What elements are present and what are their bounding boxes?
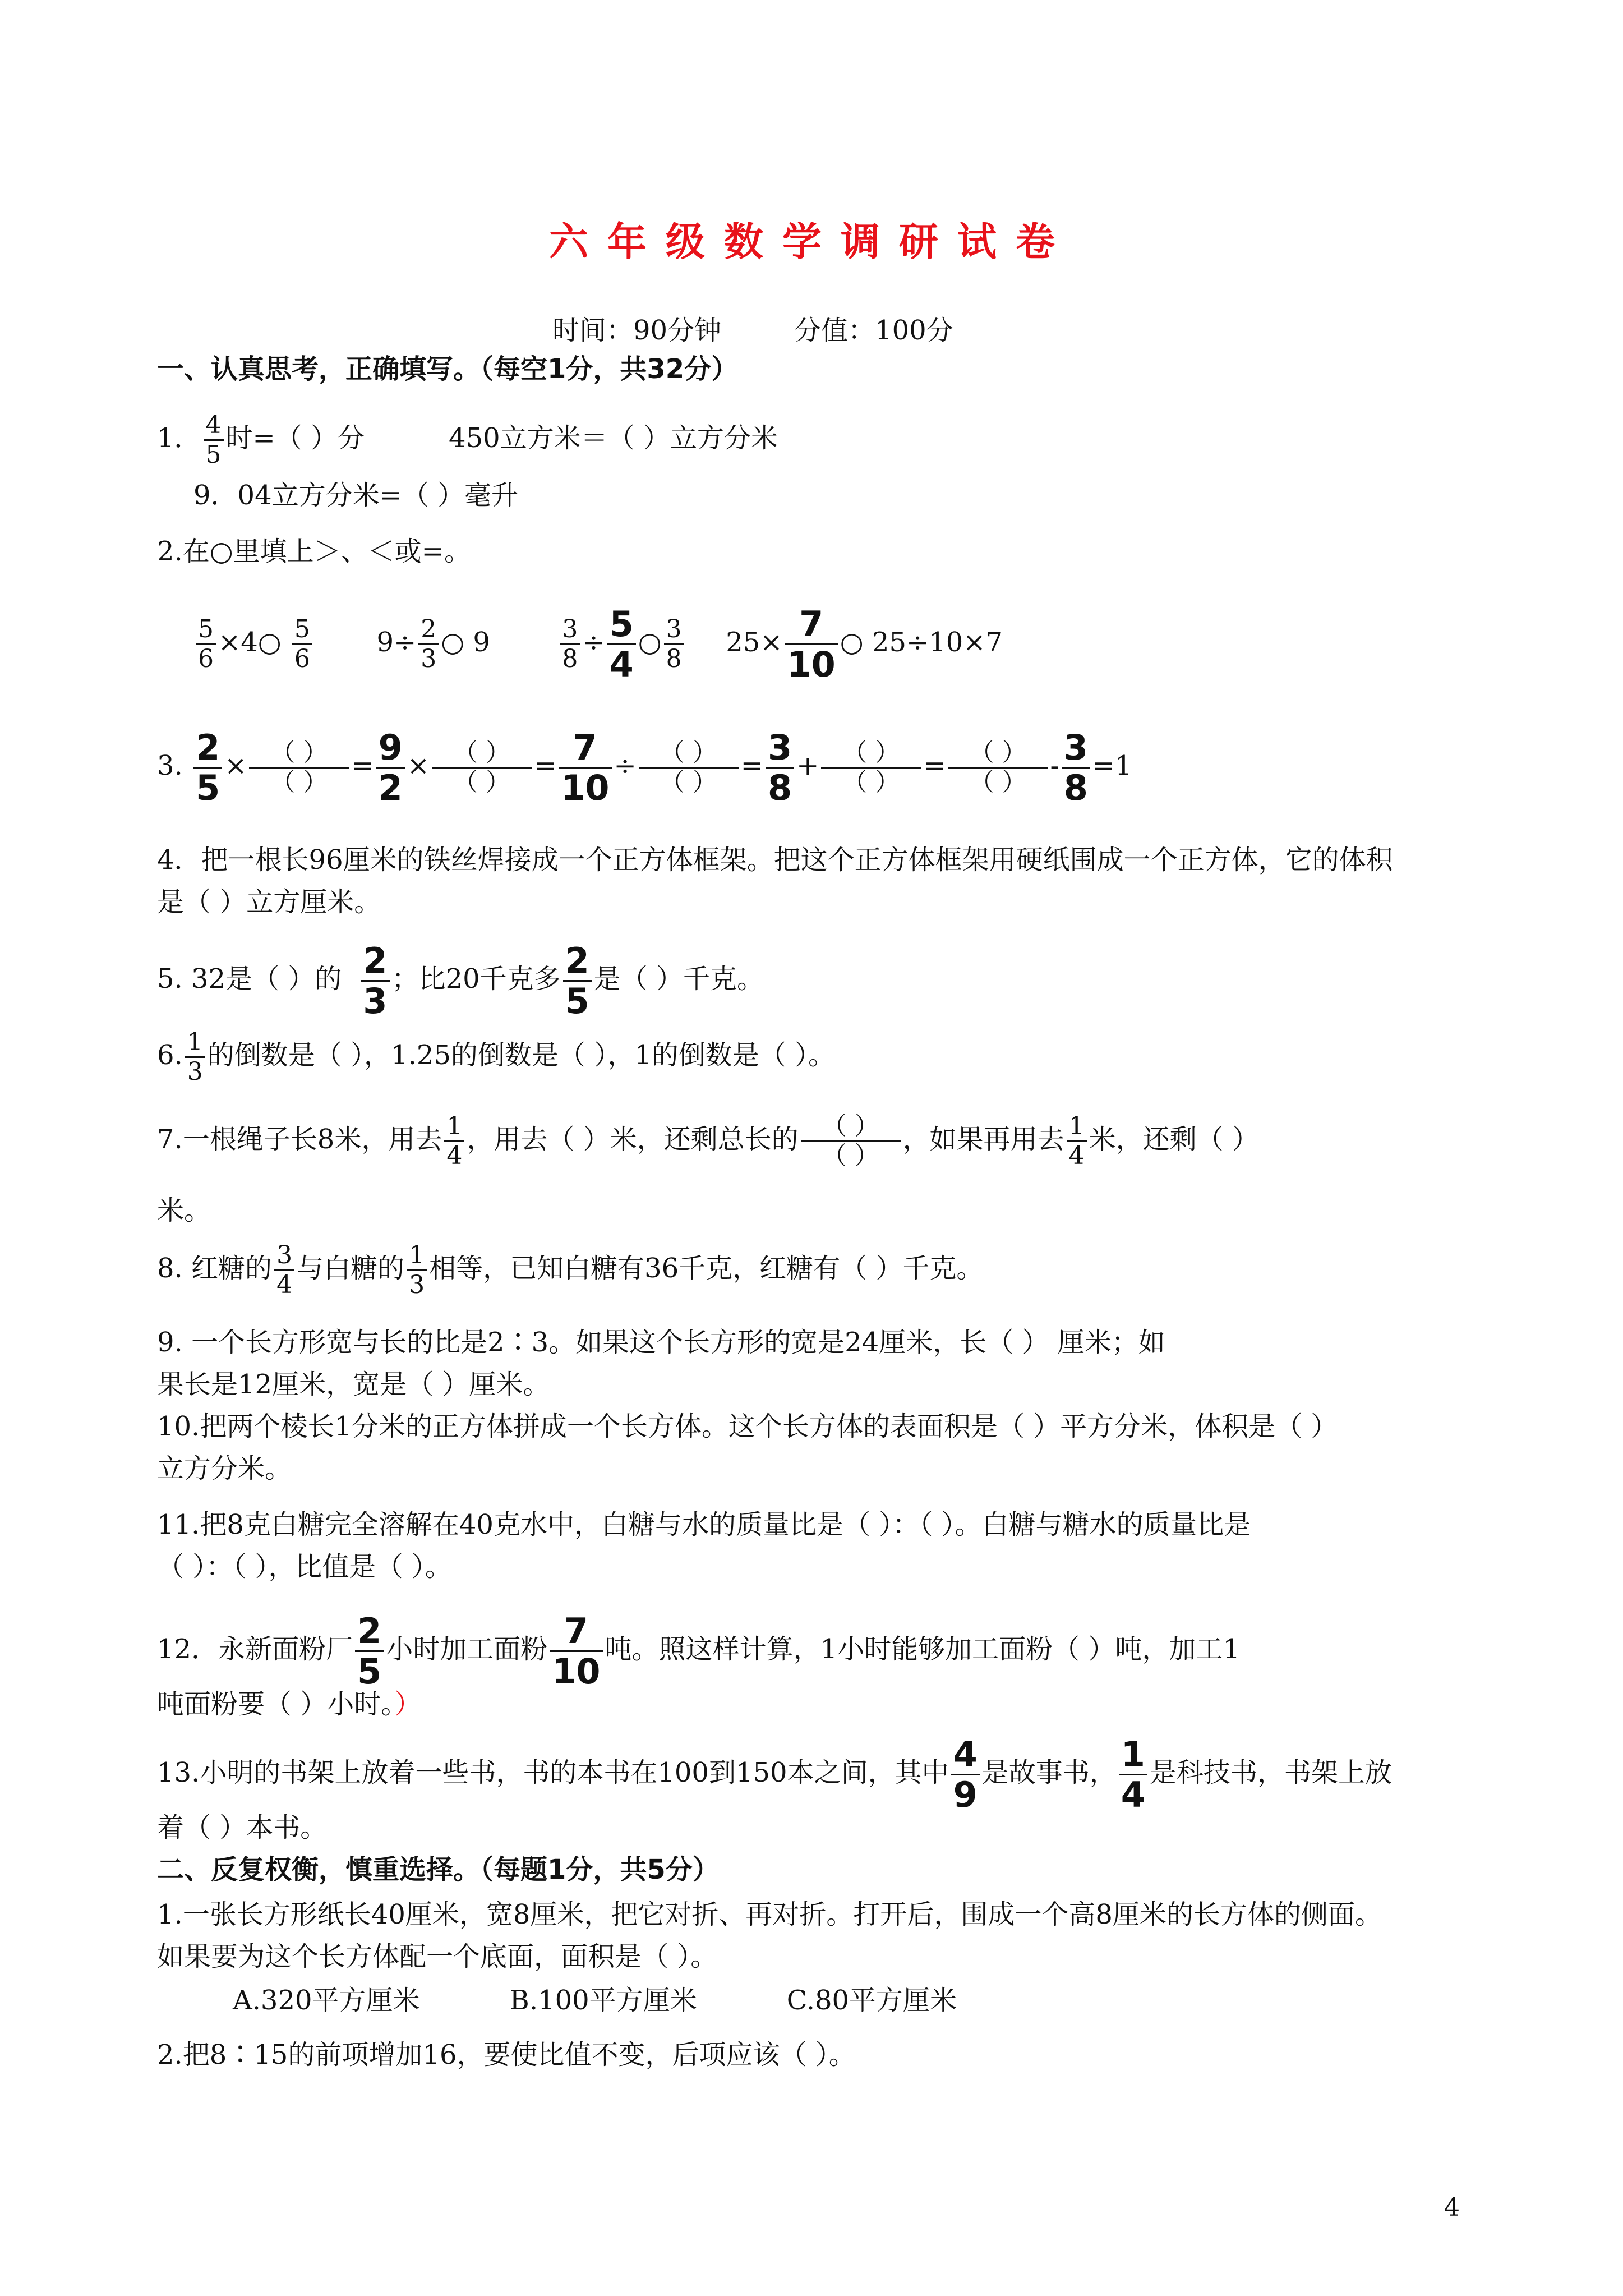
option-a[interactable]: A.320平方厘米 bbox=[233, 1985, 420, 2016]
question-11-line-2: （ ）：（ ），比值是（ ）。 bbox=[157, 1551, 452, 1582]
q1-number: 1． bbox=[157, 422, 201, 454]
question-4-line-2: 是（ ）立方厘米。 bbox=[157, 886, 381, 918]
q1-part-b: 450立方米＝（ ）立方分米 bbox=[449, 422, 778, 454]
fraction: $\frac{1}{3}$ bbox=[407, 1243, 427, 1298]
question-5: 5. 32是（ ）的 $\frac{2}{3}$ ；比20千克多 $\frac{2}{5}$ 是（ ）千克。 bbox=[157, 940, 764, 1022]
q1-part-c: 9．04立方分米=（ ）毫升 bbox=[193, 480, 519, 511]
question-6: 6. $\frac{1}{3}$ 的倒数是（ ），1.25的倒数是（ ），1的倒数是（ ）。 bbox=[157, 1028, 835, 1087]
fraction: $\frac{7}{10}$ bbox=[785, 606, 838, 683]
question-4-line-1: 4．把一根长96厘米的铁丝焊接成一个正方体框架。把这个正方体框架用硬纸围成一个正方体，它的体积 bbox=[157, 844, 1393, 876]
fraction: $\frac{7}{10}$ bbox=[550, 1613, 602, 1690]
exam-score: 分值：100分 bbox=[794, 315, 953, 346]
question-7: 7.一根绳子长8米，用去 $\frac{1}{4}$ ，用去（ ）米，还剩总长的 （ ） （ ） ，如果再用去 $\frac{1}{4}$ 米，还剩（ ） bbox=[157, 1112, 1259, 1171]
question-10-line-1: 10.把两个棱长1分米的正方体拼成一个长方体。这个长方体的表面积是（ ）平方分米，体积是（ ） bbox=[157, 1411, 1338, 1442]
question-12-line-2: 吨面粉要（ ）小时。） bbox=[157, 1688, 422, 1720]
question-3: 3. $\frac{2}{5}$ × （ ） （ ） = $\frac{9}{2}$ × （ ） （ ） = $\frac{7}{10}$ ÷ （ ） （ ） = $\frac{3}{8}$ + （ ） （ ） = （ ） （ ） - $\frac{3}{8}$ =1 bbox=[157, 727, 1132, 809]
question-12: 12．永新面粉厂 $\frac{2}{5}$ 小时加工面粉 $\frac{7}{10}$ 吨。照这样计算，1小时能够加工面粉（ ）吨，加工1 bbox=[157, 1611, 1240, 1692]
fraction: $\frac{2}{3}$ bbox=[361, 942, 389, 1019]
s2-question-2: 2.把8∶15的前项增加16，要使比值不变，后项应该（ ）。 bbox=[157, 2039, 856, 2070]
blank-fraction[interactable]: （ ） （ ） bbox=[249, 740, 349, 795]
fraction-4-5: $\frac{4}{5}$ bbox=[204, 412, 224, 468]
fraction: $\frac{5}{6}$ bbox=[196, 616, 216, 672]
s2-question-1-line-2: 如果要为这个长方体配一个底面，面积是（ ）。 bbox=[157, 1941, 718, 1972]
question-13-line-2: 着（ ）本书。 bbox=[157, 1812, 328, 1843]
fraction: $\frac{1}{4}$ bbox=[444, 1114, 464, 1169]
q2-expressions: $\frac{5}{6}$ ×4○ $\frac{5}{6}$ 9÷ $\frac{2}{3}$ ○ 9 $\frac{3}{8}$ ÷ $\frac{5}{4}$ ○ $\frac{3}{8}$ 25× $\frac{7}{10}$ ○ 25÷10×7 bbox=[193, 606, 1003, 683]
fraction: $\frac{5}{4}$ bbox=[607, 606, 636, 683]
fraction: $\frac{5}{6}$ bbox=[292, 616, 312, 672]
option-c[interactable]: C.80平方厘米 bbox=[786, 1985, 957, 2016]
page-title: 六年级数学调研试卷 bbox=[549, 219, 1074, 265]
question-11-line-1: 11.把8克白糖完全溶解在40克水中，白糖与水的质量比是（ ）：（ ）。白糖与糖水的质量比是 bbox=[157, 1509, 1251, 1540]
section-1-heading: 一、认真思考，正确填写。（每空1分，共32分） bbox=[157, 353, 739, 385]
question-9-line-2: 果长是12厘米，宽是（ ）厘米。 bbox=[157, 1369, 550, 1400]
fraction: $\frac{9}{2}$ bbox=[376, 729, 405, 806]
section-2-heading: 二、反复权衡，慎重选择。（每题1分，共5分） bbox=[157, 1854, 720, 1885]
question-2: 2.在○里填上＞、＜或=。 bbox=[157, 536, 471, 567]
fraction: $\frac{4}{9}$ bbox=[951, 1736, 980, 1813]
question-13: 13.小明的书架上放着一些书，书的本书在100到150本之间，其中 $\frac{4}{9}$ 是故事书， $\frac{1}{4}$ 是科技书，书架上放 bbox=[157, 1734, 1392, 1816]
blank-fraction[interactable]: （ ） （ ） bbox=[639, 740, 739, 795]
fraction: $\frac{3}{8}$ bbox=[560, 616, 580, 672]
red-paren: ） bbox=[394, 1688, 422, 1720]
question-9-line-1: 9. 一个长方形宽与长的比是2∶3。如果这个长方形的宽是24厘米，长（ ） 厘米；如 bbox=[157, 1327, 1165, 1358]
fraction: $\frac{1}{4}$ bbox=[1067, 1114, 1087, 1169]
blank-fraction[interactable]: （ ） （ ） bbox=[821, 740, 921, 795]
fraction: $\frac{2}{3}$ bbox=[418, 616, 439, 672]
fraction: $\frac{3}{8}$ bbox=[664, 616, 684, 672]
fraction: $\frac{2}{5}$ bbox=[563, 942, 592, 1019]
question-7-line-2: 米。 bbox=[157, 1195, 211, 1226]
fraction: $\frac{1}{3}$ bbox=[185, 1029, 205, 1085]
fraction: $\frac{2}{5}$ bbox=[355, 1613, 384, 1690]
exam-time: 时间：90分钟 bbox=[552, 315, 722, 346]
fraction: $\frac{3}{8}$ bbox=[766, 729, 794, 806]
question-10-line-2: 立方分米。 bbox=[157, 1453, 292, 1484]
blank-fraction[interactable]: （ ） （ ） bbox=[948, 740, 1048, 795]
question-8: 8. 红糖的 $\frac{3}{4}$ 与白糖的 $\frac{1}{3}$ 相等，已知白糖有36千克，红糖有（ ）千克。 bbox=[157, 1241, 984, 1300]
fraction: $\frac{7}{10}$ bbox=[559, 729, 611, 806]
fraction: $\frac{1}{4}$ bbox=[1119, 1736, 1147, 1813]
question-1 bbox=[157, 412, 778, 468]
s2-question-1-options bbox=[233, 1979, 957, 2022]
q1-part-a: 时=（ ）分 bbox=[225, 422, 365, 454]
blank-fraction[interactable]: （ ） （ ） bbox=[432, 740, 532, 795]
fraction: $\frac{3}{8}$ bbox=[1062, 729, 1090, 806]
option-b[interactable]: B.100平方厘米 bbox=[509, 1985, 697, 2016]
fraction: $\frac{2}{5}$ bbox=[193, 729, 222, 806]
s2-question-1-line-1: 1.一张长方形纸长40厘米，宽8厘米，把它对折、再对折。打开后，围成一个高8厘米的长方体的侧面。 bbox=[157, 1899, 1382, 1930]
page-number: 4 bbox=[1444, 2193, 1460, 2222]
blank-fraction[interactable]: （ ） （ ） bbox=[801, 1114, 901, 1169]
fraction: $\frac{3}{4}$ bbox=[274, 1243, 294, 1298]
exam-meta bbox=[552, 309, 953, 347]
